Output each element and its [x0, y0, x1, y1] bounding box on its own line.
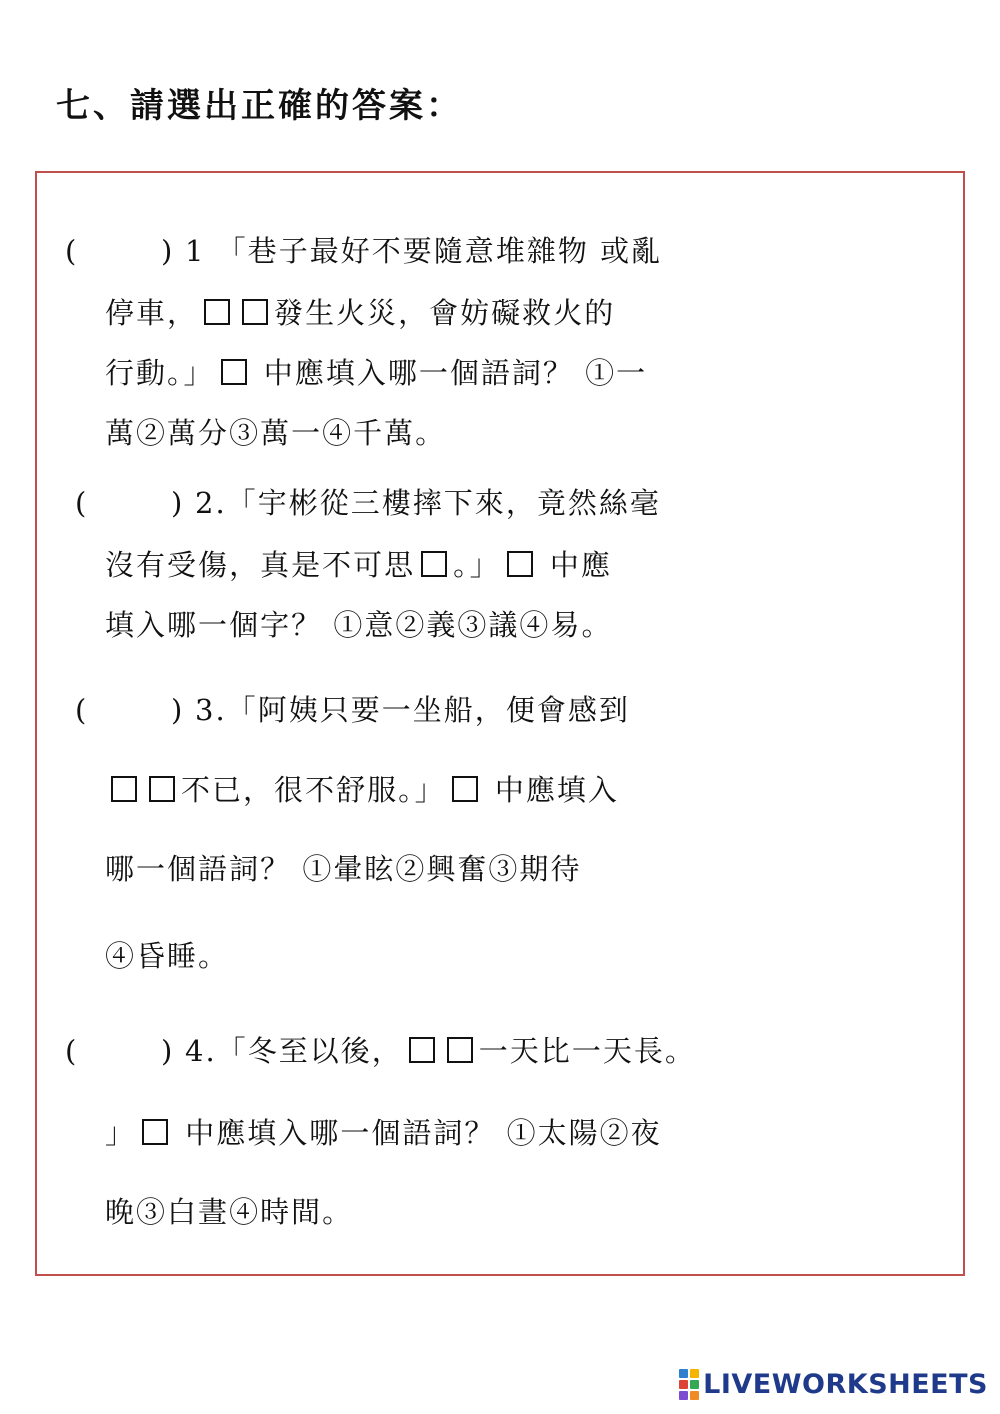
page-title: 七、請選出正確的答案：: [56, 86, 463, 126]
question-1-line-3: 行動。」 中應填入哪一個語詞？ ①一: [105, 356, 648, 390]
answer-paren-close: ): [171, 486, 183, 520]
question-4-line-1: 4.「冬至以後， 一天比一天長。: [185, 1034, 696, 1068]
answer-paren-close: ): [161, 234, 173, 268]
answer-paren-close: ): [171, 693, 183, 727]
answer-blank-box: [221, 359, 247, 385]
question-1-line-1: 1 「巷子最好不要隨意堆雜物 或亂: [185, 234, 663, 268]
logo-square: [679, 1391, 688, 1400]
logo-square: [690, 1391, 699, 1400]
answer-paren-open: (: [65, 1034, 77, 1068]
answer-blank-box: [507, 551, 533, 577]
answer-blank-box: [242, 299, 268, 325]
question-1-line-4: 萬②萬分③萬一④千萬。: [105, 416, 447, 450]
answer-blank-box: [421, 551, 447, 577]
answer-blank-box: [409, 1037, 435, 1063]
question-2-line-1: 2.「宇彬從三樓摔下來，竟然絲毫: [195, 486, 661, 520]
answer-blank-box: [111, 776, 137, 802]
question-2-line-2: 沒有受傷，真是不可思 。」 中應: [105, 548, 612, 582]
answer-paren-open: (: [65, 234, 77, 268]
answer-blank-box: [204, 299, 230, 325]
liveworksheets-logo[interactable]: [679, 1369, 988, 1400]
question-3-line-3: 哪一個語詞？ ①暈眩②興奮③期待: [105, 852, 582, 886]
question-2-line-3: 填入哪一個字？ ①意②義③議④易。: [105, 608, 613, 642]
question-3-line-4: ④昏睡。: [105, 939, 230, 973]
question-3-line-1: 3.「阿姨只要一坐船，便會感到: [195, 693, 630, 727]
question-3-line-2: 不已，很不舒服。」 中應填入: [105, 770, 619, 810]
answer-blank-box: [452, 776, 478, 802]
question-1-line-2: 停車， 發生火災，會妨礙救火的: [105, 296, 616, 330]
logo-text: LIVEWORKSHEETS: [703, 1369, 988, 1400]
logo-square: [679, 1369, 688, 1378]
question-4-line-3: 晚③白晝④時間。: [105, 1195, 354, 1229]
logo-icon: [679, 1369, 699, 1400]
logo-square: [679, 1380, 688, 1389]
answer-blank-box: [149, 776, 175, 802]
answer-blank-box: [142, 1119, 168, 1145]
answer-paren-close: ): [161, 1034, 173, 1068]
question-frame: [35, 171, 965, 1276]
question-4-line-2: 」 中應填入哪一個語詞？ ①太陽②夜: [105, 1116, 662, 1150]
answer-blank-box: [447, 1037, 473, 1063]
answer-paren-open: (: [75, 486, 87, 520]
answer-paren-open: (: [75, 693, 87, 727]
logo-square: [690, 1380, 699, 1389]
logo-square: [690, 1369, 699, 1378]
